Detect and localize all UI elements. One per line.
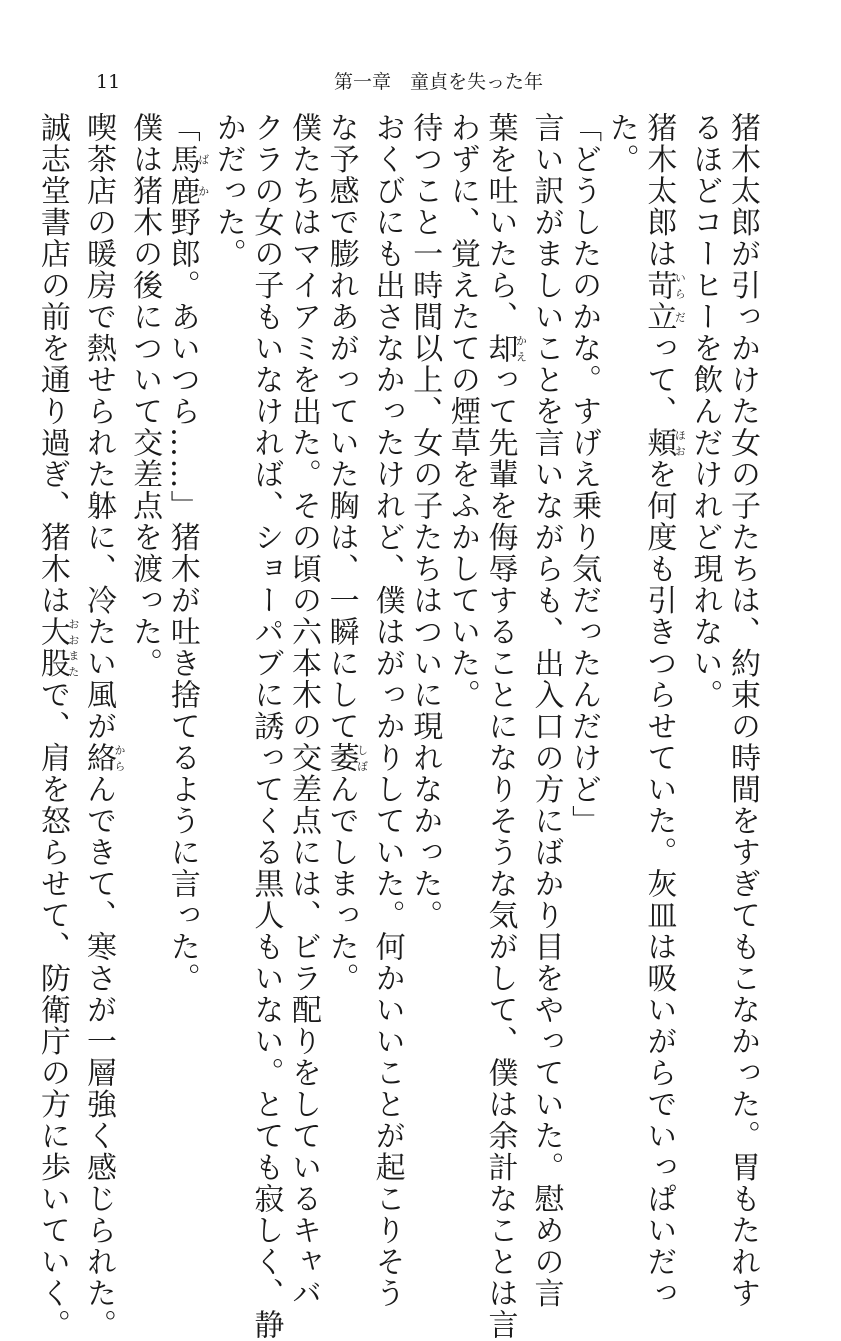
text-run: かだった。 <box>210 112 246 270</box>
ruby-reading: ほお <box>673 427 687 459</box>
text-run: 誠志堂書店の前を通り過ぎ、猪木は <box>34 112 70 616</box>
ruby-reading: だ <box>673 301 687 333</box>
text-line <box>247 112 285 1341</box>
text-run: って、 <box>641 332 677 427</box>
furigana-word <box>81 742 126 774</box>
text-run: クラの女の子もいなければ、ショーパブに誘ってくる黒人もいない。とても寂しく、静 <box>248 112 284 1341</box>
text-line <box>33 112 80 1341</box>
text-line <box>209 112 247 1142</box>
ruby-reading: しぼ <box>355 742 369 774</box>
ruby-base: 却 <box>482 332 518 364</box>
furigana-word <box>164 143 210 207</box>
ruby-reading: かえ <box>514 332 528 364</box>
ruby-base: 大股 <box>34 616 70 679</box>
text-run: 葉を吐いたら、 <box>482 112 518 333</box>
text-run: るほどコーヒーを飲んだけれど現れない。 <box>687 112 723 711</box>
ruby-base: 絡 <box>81 742 116 774</box>
text-line <box>723 112 761 1309</box>
text-run: で、肩を怒らせて、防衛庁の方に歩いていく。 <box>34 679 70 1341</box>
furigana-word <box>641 269 687 302</box>
text-line <box>443 112 481 1142</box>
text-line <box>368 112 406 1309</box>
furigana-word <box>323 742 369 774</box>
furigana-word <box>641 427 687 459</box>
text-run: を何度も引きつらせていた。灰皿は吸いがらでいっぱいだっ <box>641 458 677 1309</box>
ruby-base: 苛 <box>641 269 677 301</box>
text-run: 猪木太郎が引っかけた女の子たちは、約束の時間をすぎてもこなかった。胃もたれす <box>725 112 760 1309</box>
text-run: 言い訳がましいことを言いながらも、出入口の方にばかり目をやっていた。慰めの言 <box>528 112 564 1309</box>
text-run: 猪木太郎は <box>641 112 677 270</box>
text-run: おくびにも出さなかったけれど、僕はがっかりしていた。何かいいことが起こりそう <box>369 112 405 1309</box>
text-run: 野郎。あいつら……」猪木が吐き捨てるように言った。 <box>164 206 200 994</box>
running-head: 第一章 童貞を失った年 <box>334 71 544 93</box>
text-line <box>284 112 322 1309</box>
ruby-base: 萎 <box>323 742 359 774</box>
text-run: 僕たちはマイアミを出た。その頃の六本木の交差点には、ビラ配りをしているキャバ <box>285 112 321 1309</box>
text-line <box>527 112 565 1309</box>
text-line <box>322 112 368 1142</box>
furigana-word <box>641 301 687 333</box>
ruby-reading: から <box>113 742 126 774</box>
text-run: んでしまった。 <box>323 773 359 994</box>
text-run: た。 <box>603 112 639 175</box>
furigana-word <box>34 616 80 679</box>
text-line <box>126 112 164 1142</box>
text-run: 喫茶店の暖房で熱せられた躰に、冷たい風が <box>81 112 116 742</box>
text-line <box>602 112 640 1142</box>
text-run: な予感で膨れあがっていた胸は、一瞬にして <box>323 112 359 742</box>
text-line <box>640 112 687 1309</box>
ruby-base: 馬鹿 <box>164 143 200 207</box>
ruby-base: 頬 <box>641 427 677 459</box>
furigana-word <box>482 332 528 365</box>
text-run: んできて、寒さが一層強く感じられた。 <box>81 773 116 1341</box>
text-run: わずに、覚えたての煙草をふかしていた。 <box>444 112 480 711</box>
body-text <box>33 112 761 1341</box>
text-run: 「どうしたのかな。すげえ乗り気だったんだけど」 <box>566 112 602 837</box>
text-line <box>686 112 724 1142</box>
ruby-reading: ばか <box>196 143 210 207</box>
page-number: 11 <box>96 71 121 93</box>
text-run: って先輩を侮辱することになりそうな気がして、僕は余計なことは言 <box>482 364 518 1341</box>
ruby-reading: おおまた <box>66 616 80 679</box>
text-line <box>163 112 209 1142</box>
text-line <box>406 112 444 1142</box>
ruby-base: 立 <box>641 301 677 333</box>
text-run: 待つこと一時間以上、女の子たちはついに現れなかった。 <box>407 112 443 931</box>
text-run: 僕は猪木の後について交差点を渡った。 <box>127 112 163 679</box>
text-line <box>481 112 528 1341</box>
text-run: 「 <box>164 112 200 144</box>
text-line <box>79 112 126 1341</box>
ruby-reading: いら <box>673 269 687 301</box>
text-line <box>565 112 603 1142</box>
